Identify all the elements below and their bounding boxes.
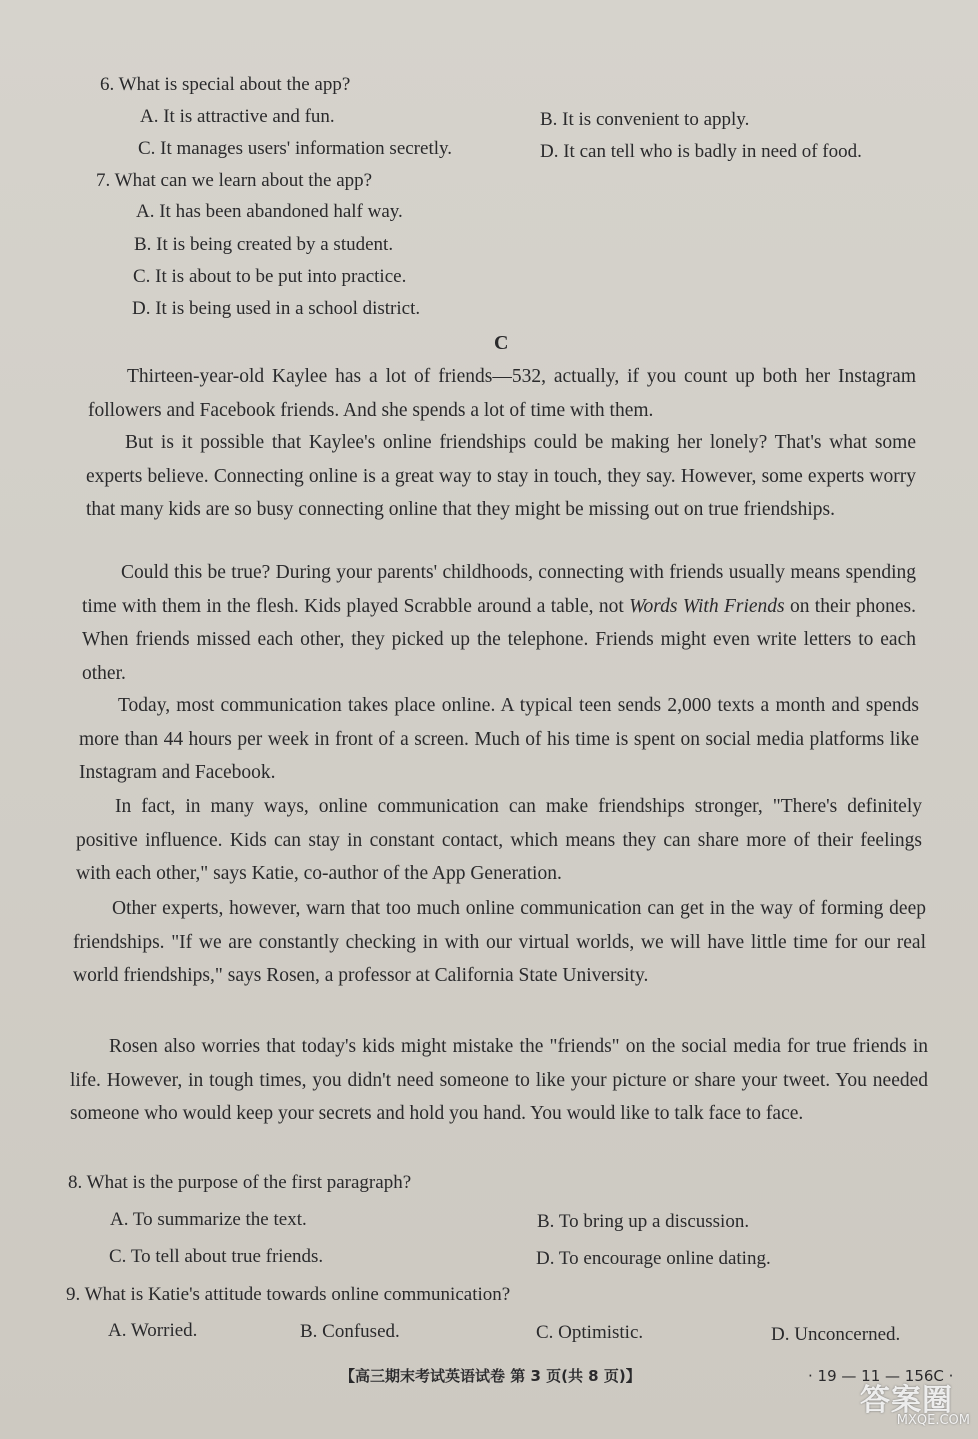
question-9-option-d: D. Unconcerned. — [771, 1324, 901, 1345]
question-6-option-d: D. It can tell who is badly in need of food. — [540, 141, 862, 162]
passage-paragraph-2: But is it possible that Kaylee's online friendships could be making her lonely? That's what some experts believe. Connecting online is a great way to stay in touch, they say. However, some experts worry that many kids are so busy connecting online that they might be missing out on true friendships. — [86, 432, 916, 520]
question-8-stem: 8. What is the purpose of the first paragraph? — [68, 1172, 412, 1193]
section-heading: C — [494, 332, 509, 354]
passage-paragraph-3-text-b: on their phones. When friends missed each other, they picked up the telephone. Friends might even write letters to each other. — [82, 595, 916, 684]
question-7-option-b: B. It is being created by a student. — [134, 234, 394, 255]
question-8-option-d: D. To encourage online dating. — [536, 1248, 771, 1269]
question-7-option-a: A. It has been abandoned half way. — [136, 201, 403, 222]
question-6-option-b: B. It is convenient to apply. — [540, 109, 750, 130]
question-6-option-c: C. It manages users' information secretly. — [138, 138, 453, 159]
question-8-option-a: A. To summarize the text. — [110, 1209, 307, 1230]
app-title-italic: Words With Friends — [629, 595, 785, 617]
exam-code: · 19 — 11 — 156C · — [808, 1367, 954, 1385]
question-9-option-b: B. Confused. — [300, 1321, 400, 1342]
watermark-url: MXQE.COM — [896, 1413, 970, 1428]
question-6-stem: 6. What is special about the app? — [100, 74, 351, 95]
question-9-option-c: C. Optimistic. — [536, 1322, 644, 1343]
question-9-stem: 9. What is Katie's attitude towards online communication? — [66, 1284, 511, 1305]
passage-paragraph-3 — [82, 556, 916, 690]
question-8-option-b: B. To bring up a discussion. — [537, 1211, 750, 1232]
question-9-option-a: A. Worried. — [108, 1320, 198, 1341]
passage-paragraph-6: Other experts, however, warn that too much online communication can get in the way of forming deep friendships. "If we are constantly checking in with our virtual worlds, we will have little time for our real world friendships," says Rosen, a professor at California State University. — [73, 898, 926, 986]
question-7-option-d: D. It is being used in a school district. — [132, 298, 421, 319]
passage-paragraph-4: Today, most communication takes place online. A typical teen sends 2,000 texts a month and spends more than 44 hours per week in front of a screen. Much of his time is spent on social media platforms like Instagram and Facebook. — [79, 695, 919, 783]
page-footer: 【高三期末考试英语试卷 第 3 页(共 8 页)】 — [340, 1367, 641, 1385]
question-7-option-c: C. It is about to be put into practice. — [133, 266, 407, 287]
passage-paragraph-3-text-a: Could this be true? During your parents' childhoods, connecting with friends usually means spending time with them in the flesh. Kids played Scrabble around a table, not — [82, 562, 916, 617]
watermark-main: 答案圈 — [860, 1383, 953, 1418]
question-6-option-a: A. It is attractive and fun. — [140, 106, 335, 127]
question-7-stem: 7. What can we learn about the app? — [96, 170, 373, 191]
watermark-logo — [860, 1375, 972, 1435]
passage-paragraph-7: Rosen also worries that today's kids might mistake the "friends" on the social media for true friends in life. However, in tough times, you didn't need someone to like your picture or share your tweet. You needed someone who would keep your secrets and hold you hand. You would like to talk face to face. — [70, 1036, 928, 1124]
passage-paragraph-1: Thirteen-year-old Kaylee has a lot of friends—532, actually, if you count up both her Instagram followers and Facebook friends. And she spends a lot of time with them. — [88, 366, 916, 421]
question-8-option-c: C. To tell about true friends. — [109, 1246, 324, 1267]
passage-paragraph-5: In fact, in many ways, online communication can make friendships stronger, "There's definitely positive influence. Kids can stay in constant contact, which means they can share more of their feelings with each other," says Katie, co-author of the App Generation. — [76, 796, 922, 884]
